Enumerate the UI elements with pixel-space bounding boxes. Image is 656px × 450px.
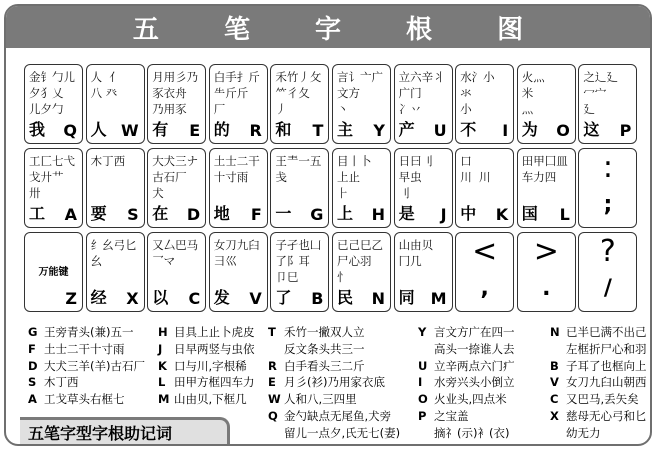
key-punct-2-7[interactable] bbox=[455, 232, 514, 312]
key-roots: 禾竹丿攵 ⺮彳夂 丿 bbox=[275, 70, 322, 116]
key-char: 地 bbox=[213, 204, 230, 223]
key-roots: 山由贝 冂几 bbox=[398, 238, 434, 268]
key-letter: X bbox=[126, 289, 139, 308]
key-i[interactable] bbox=[455, 64, 514, 144]
hint-text: 白手看头三二斤 bbox=[284, 358, 365, 373]
hint-text: 人和八,三四里 bbox=[284, 392, 357, 407]
key-roots: 又厶巴马 乛マ bbox=[152, 238, 199, 268]
hint-line bbox=[418, 341, 515, 358]
key-letter: H bbox=[371, 205, 385, 224]
hint-key: F bbox=[28, 341, 36, 356]
hint-key: S bbox=[28, 375, 37, 390]
hint-text: 摘礻(示)衤(衣) bbox=[434, 425, 510, 440]
hint-column bbox=[418, 324, 515, 442]
key-roots: 目丨卜 上止 ⺊ bbox=[337, 154, 372, 200]
key-punct-2-9[interactable] bbox=[578, 232, 637, 312]
hint-line bbox=[158, 341, 255, 358]
hint-text: 木丁西 bbox=[44, 375, 79, 390]
key-char: 这 bbox=[583, 120, 600, 139]
key-letter: R bbox=[249, 121, 262, 140]
hint-text: 水旁兴头小倒立 bbox=[434, 375, 515, 390]
key-char: 一 bbox=[275, 204, 292, 223]
hint-text: 高头一捺谁人去 bbox=[434, 341, 515, 356]
hint-line bbox=[550, 391, 647, 408]
hint-line bbox=[28, 391, 145, 408]
key-char: 在 bbox=[152, 204, 169, 223]
key-letter: K bbox=[495, 205, 509, 224]
hint-key: V bbox=[550, 375, 559, 390]
key-f[interactable] bbox=[209, 148, 268, 228]
key-z[interactable] bbox=[24, 232, 83, 312]
key-u[interactable] bbox=[394, 64, 453, 144]
hint-text: 目具上止卜虎皮 bbox=[174, 325, 255, 339]
key-letter: T bbox=[312, 121, 324, 140]
hint-text: 立辛两点六门疒 bbox=[434, 358, 515, 373]
hint-key bbox=[418, 341, 434, 358]
key-char: 以 bbox=[152, 288, 169, 307]
key-letter: Y bbox=[373, 121, 385, 140]
key-char: 工 bbox=[29, 204, 46, 223]
punct-glyph-lower: ; bbox=[603, 192, 613, 217]
key-roots: 大犬三ナ 古石厂 犬 bbox=[152, 154, 199, 200]
hint-line bbox=[550, 324, 647, 341]
key-letter: J bbox=[440, 205, 447, 224]
key-roots: 纟幺弓匕 幺 bbox=[90, 238, 137, 268]
hint-line bbox=[268, 324, 400, 341]
hint-text: 口与川,字根稀 bbox=[174, 358, 247, 373]
key-letter: L bbox=[559, 205, 570, 224]
punct-glyph-lower: . bbox=[542, 276, 551, 301]
hint-key: I bbox=[418, 375, 423, 390]
hint-key: O bbox=[418, 392, 428, 407]
hint-line bbox=[418, 408, 515, 425]
punct-glyph-upper: : bbox=[602, 150, 613, 185]
hint-text: 反文条头共三一 bbox=[284, 341, 365, 356]
hint-text: 日早两竖与虫依 bbox=[174, 341, 255, 356]
hint-line bbox=[550, 358, 647, 375]
hint-text: 月彡(衫)乃用家衣底 bbox=[284, 375, 385, 390]
key-a[interactable] bbox=[24, 148, 83, 228]
key-char: 了 bbox=[275, 288, 292, 307]
key-char: 有 bbox=[152, 120, 169, 139]
key-char: 国 bbox=[521, 204, 538, 223]
key-letter: V bbox=[249, 289, 262, 308]
key-roots: 子孑也凵 了阝耳 卩巳 bbox=[275, 238, 322, 284]
key-roots: 女刀九臼 彐巛 bbox=[213, 238, 260, 268]
title-bar bbox=[6, 6, 650, 48]
key-char: 同 bbox=[398, 288, 415, 307]
key-y[interactable] bbox=[332, 64, 391, 144]
hint-line bbox=[550, 341, 647, 358]
key-letter: P bbox=[619, 121, 632, 140]
hint-column bbox=[268, 324, 400, 442]
hint-key: K bbox=[158, 358, 167, 373]
key-roots: 火灬 米 灬 bbox=[521, 70, 545, 116]
hint-key: Q bbox=[268, 408, 278, 423]
key-letter: G bbox=[310, 205, 324, 224]
hint-key bbox=[550, 425, 566, 442]
key-roots: 白手扌斤 ⺧斤斤 厂 bbox=[213, 70, 260, 116]
hint-line bbox=[550, 408, 647, 425]
hint-key bbox=[268, 425, 284, 442]
punct-glyph-upper: > bbox=[533, 234, 559, 269]
key-roots: 日曰刂 早虫 刂 bbox=[398, 154, 434, 200]
key-letter: F bbox=[250, 205, 262, 224]
hint-text: 工戈草头右框七 bbox=[44, 392, 125, 407]
key-letter: S bbox=[127, 205, 139, 224]
key-b[interactable] bbox=[270, 232, 329, 312]
key-p[interactable] bbox=[578, 64, 637, 144]
hint-line bbox=[28, 358, 145, 375]
key-r[interactable] bbox=[209, 64, 268, 144]
key-roots: 土士二干 十寸雨 bbox=[213, 154, 260, 184]
key-s[interactable] bbox=[86, 148, 145, 228]
key-v[interactable] bbox=[209, 232, 268, 312]
hint-line bbox=[418, 374, 515, 391]
key-letter: A bbox=[64, 205, 77, 224]
key-char: 的 bbox=[213, 120, 230, 139]
hint-text: 火业头,四点米 bbox=[434, 392, 507, 407]
hint-text: 土士二干十寸雨 bbox=[44, 341, 125, 356]
key-char: 我 bbox=[29, 120, 46, 139]
hint-key: R bbox=[268, 358, 277, 373]
key-letter: D bbox=[186, 205, 201, 224]
wildcard-label: 万能键 bbox=[38, 267, 69, 278]
hint-key: U bbox=[418, 358, 428, 373]
key-letter: E bbox=[189, 121, 201, 140]
footer-tab bbox=[20, 417, 230, 445]
key-char: 要 bbox=[90, 204, 107, 223]
hint-key: B bbox=[550, 358, 559, 373]
hint-line bbox=[28, 324, 145, 341]
key-char: 和 bbox=[275, 120, 292, 139]
key-char: 人 bbox=[90, 120, 107, 139]
hint-key bbox=[418, 425, 434, 442]
key-char: 发 bbox=[213, 288, 230, 307]
key-roots: 已己巳乙 尸心羽 忄 bbox=[337, 238, 383, 284]
key-char: 不 bbox=[460, 120, 477, 139]
key-letter: O bbox=[556, 121, 570, 140]
key-h[interactable] bbox=[332, 148, 391, 228]
chart-frame bbox=[4, 4, 652, 446]
key-char: 主 bbox=[337, 120, 354, 139]
key-letter: I bbox=[502, 121, 509, 140]
hint-text: 大犬三羊(羊)古石厂 bbox=[44, 358, 145, 373]
hint-line bbox=[550, 425, 647, 442]
key-letter: B bbox=[311, 289, 324, 308]
hint-key: M bbox=[158, 392, 170, 407]
hint-text: 留儿一点夕,氏无七(妻) bbox=[284, 425, 401, 440]
punct-glyph-upper: < bbox=[472, 234, 498, 269]
key-roots: 金钅勹儿 夕犭乂 儿夕勹 bbox=[29, 70, 75, 116]
hint-line bbox=[28, 374, 145, 391]
hint-line bbox=[268, 391, 400, 408]
hint-line bbox=[158, 358, 255, 375]
hint-line bbox=[418, 425, 515, 442]
key-punct-1-9[interactable] bbox=[578, 148, 637, 228]
hint-column bbox=[550, 324, 647, 442]
key-k[interactable] bbox=[455, 148, 514, 228]
hint-line bbox=[268, 358, 400, 375]
key-roots: 言讠亠广 文方 丶 bbox=[337, 70, 383, 116]
hint-key: X bbox=[550, 408, 559, 423]
hint-column bbox=[28, 324, 145, 408]
key-roots: 工匚七弋 戈廾艹 卅 bbox=[29, 154, 75, 200]
chart-title: 五 笔 字 根 图 bbox=[132, 14, 552, 45]
key-char: 经 bbox=[90, 288, 107, 307]
hint-key: P bbox=[418, 408, 427, 423]
punct-glyph-lower: , bbox=[480, 276, 489, 301]
key-t[interactable] bbox=[270, 64, 329, 144]
key-n[interactable] bbox=[332, 232, 391, 312]
hint-line bbox=[418, 324, 515, 341]
key-o[interactable] bbox=[517, 64, 576, 144]
hint-line bbox=[268, 425, 400, 442]
key-char: 中 bbox=[460, 204, 477, 223]
key-row bbox=[24, 232, 642, 312]
hint-text: 之宝盖 bbox=[434, 408, 469, 423]
hint-line bbox=[158, 391, 255, 408]
footer-title: 五笔字型字根助记词 bbox=[28, 424, 173, 443]
hint-key: H bbox=[158, 325, 168, 339]
key-letter: Q bbox=[63, 121, 77, 140]
key-c[interactable] bbox=[147, 232, 206, 312]
hint-text: 幼无力 bbox=[566, 425, 601, 440]
key-letter: M bbox=[430, 289, 447, 308]
hint-line bbox=[268, 341, 400, 358]
key-char: 是 bbox=[398, 204, 415, 223]
hint-text: 慈母无心弓和匕 bbox=[566, 408, 647, 423]
punct-glyph-lower: / bbox=[603, 276, 612, 301]
key-w[interactable] bbox=[86, 64, 145, 144]
hint-text: 田甲方框四车力 bbox=[174, 375, 255, 390]
hint-text: 金勺缺点无尾鱼,犬旁 bbox=[284, 408, 392, 423]
key-row bbox=[24, 64, 642, 144]
key-roots: 田甲囗皿 车力四 bbox=[521, 154, 568, 184]
hint-line bbox=[418, 358, 515, 375]
hint-key: Y bbox=[418, 325, 427, 339]
hint-text: 已半巳满不出己 bbox=[566, 325, 647, 339]
hint-text: 禾竹一撇双人立 bbox=[284, 325, 365, 339]
hint-text: 王旁青头(兼)五一 bbox=[44, 325, 134, 339]
hint-line bbox=[158, 374, 255, 391]
hint-line bbox=[268, 408, 400, 425]
key-m[interactable] bbox=[394, 232, 453, 312]
hint-text: 子耳了也框向上 bbox=[566, 358, 647, 373]
hint-text: 女刀九臼山朝西 bbox=[566, 375, 647, 390]
hint-column bbox=[158, 324, 255, 408]
hint-line bbox=[28, 341, 145, 358]
hint-key: E bbox=[268, 375, 276, 390]
key-roots: 口 川 川 bbox=[460, 154, 491, 184]
hint-key: W bbox=[268, 392, 281, 407]
hint-line bbox=[268, 374, 400, 391]
hint-key: J bbox=[158, 341, 163, 356]
hint-line bbox=[418, 391, 515, 408]
key-letter: U bbox=[433, 121, 447, 140]
key-e[interactable] bbox=[147, 64, 206, 144]
hint-key: N bbox=[550, 325, 560, 339]
hint-key: C bbox=[550, 392, 559, 407]
key-x[interactable] bbox=[86, 232, 145, 312]
hint-text: 言文方广在四一 bbox=[434, 325, 515, 339]
key-q[interactable] bbox=[24, 64, 83, 144]
key-roots: 之辶廴 冖宀 廴 bbox=[583, 70, 618, 116]
hint-key bbox=[268, 341, 284, 358]
key-char: 产 bbox=[398, 120, 415, 139]
key-roots: 立六辛丬 广门 冫丷 bbox=[398, 70, 445, 116]
hint-text: 又巴马,丢矢矣 bbox=[566, 392, 639, 407]
hint-key: D bbox=[28, 358, 38, 373]
key-j[interactable] bbox=[394, 148, 453, 228]
key-punct-2-8[interactable] bbox=[517, 232, 576, 312]
hint-text: 左框折尸心和羽 bbox=[566, 341, 647, 356]
key-char: 上 bbox=[337, 204, 354, 223]
key-char: 民 bbox=[337, 288, 354, 307]
key-d[interactable] bbox=[147, 148, 206, 228]
key-roots: 人 亻 八 癶 bbox=[90, 70, 121, 100]
hint-key: T bbox=[268, 325, 276, 339]
key-row bbox=[24, 148, 642, 228]
hint-key: A bbox=[28, 392, 37, 407]
key-g[interactable] bbox=[270, 148, 329, 228]
hint-line bbox=[550, 374, 647, 391]
key-roots: 水氵小 氺 小 bbox=[460, 70, 495, 116]
key-roots: 王龶一五 戋 bbox=[275, 154, 322, 184]
hint-key bbox=[550, 341, 566, 358]
key-letter: C bbox=[188, 289, 201, 308]
key-char: 为 bbox=[521, 120, 538, 139]
key-letter: Z bbox=[65, 289, 77, 308]
hint-key: L bbox=[158, 375, 166, 390]
key-letter: W bbox=[120, 121, 139, 140]
key-l[interactable] bbox=[517, 148, 576, 228]
punct-glyph-upper: ? bbox=[599, 234, 616, 269]
key-roots: 月用彡乃 豕衣舟 乃用豕 bbox=[152, 70, 199, 116]
hint-text: 山由贝,下框几 bbox=[174, 392, 247, 407]
hint-line bbox=[158, 324, 255, 341]
hint-key: G bbox=[28, 325, 38, 339]
key-roots: 木丁西 bbox=[90, 154, 126, 168]
key-letter: N bbox=[371, 289, 385, 308]
